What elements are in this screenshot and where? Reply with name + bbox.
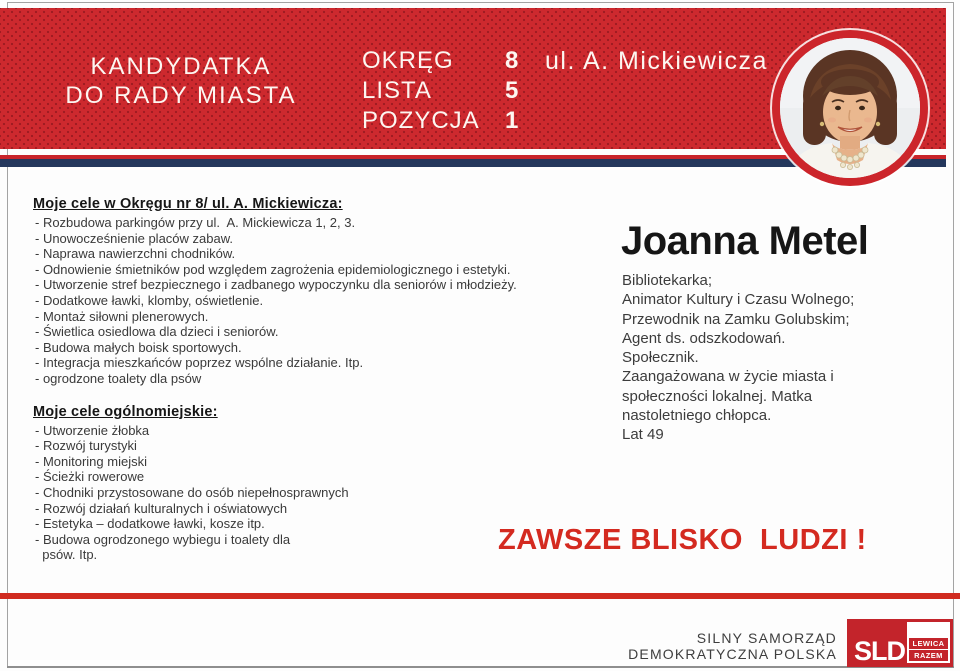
bio-line: społeczności lokalnej. Matka bbox=[622, 387, 813, 405]
footer-motto-line2: DEMOKRATYCZNA POLSKA bbox=[628, 645, 837, 662]
bottom-red-stripe bbox=[0, 593, 960, 599]
sld-chip-razem: RAZEM bbox=[909, 650, 948, 661]
goal-item: - Utworzenie żłobka bbox=[35, 422, 150, 438]
goal-item: - Odnowienie śmietników pod względem zagrożenia epidemiologicznego i estetyki. bbox=[35, 261, 511, 277]
footer-motto-line1: SILNY SAMORZĄD bbox=[696, 630, 837, 646]
goal-item: - Budowa ogrodzonego wybiegu i toalety dla bbox=[35, 531, 291, 547]
goal-item: - Monitoring miejski bbox=[35, 453, 147, 469]
sld-party-logo bbox=[847, 619, 953, 667]
bio-line: Agent ds. odszkodowań. bbox=[622, 329, 786, 347]
campaign-slogan: ZAWSZE BLISKO LUDZI ! bbox=[498, 524, 867, 556]
goal-item: psów. Itp. bbox=[35, 547, 98, 563]
goal-item: - ogrodzone toalety dla psów bbox=[35, 370, 202, 386]
candidate-role bbox=[55, 52, 307, 110]
sld-abbreviation: SLD bbox=[854, 636, 905, 666]
goal-item: - Rozwój turystyki bbox=[35, 438, 137, 454]
election-field-value: 8 bbox=[505, 47, 520, 74]
election-field-row bbox=[362, 76, 519, 106]
bio-line: Lat 49 bbox=[622, 426, 664, 444]
goal-item: - Utworzenie stref bezpiecznego i zadbanego wypoczynku dla seniorów i młodzieży. bbox=[35, 277, 517, 293]
candidate-bio bbox=[622, 271, 854, 445]
goals-column bbox=[33, 196, 611, 563]
goal-item: - Unowocześnienie placów zabaw. bbox=[35, 230, 233, 246]
election-fields bbox=[362, 46, 519, 136]
election-field-label: LISTA bbox=[362, 77, 432, 104]
candidate-name: Joanna Metel bbox=[621, 219, 869, 263]
sld-chip-lewica: LEWICA bbox=[909, 638, 948, 649]
bio-line: nastoletniego chłopca. bbox=[622, 407, 772, 425]
goal-item: - Budowa małych boisk sportowych. bbox=[35, 339, 242, 355]
goal-item: - Rozbudowa parkingów przy ul. A. Mickiewicza 1, 2, 3. bbox=[35, 215, 356, 230]
goal-item: - Montaż siłowni plenerowych. bbox=[35, 308, 209, 324]
goal-item: - Dodatkowe ławki, klomby, oświetlenie. bbox=[35, 292, 264, 308]
local-goals-heading: Moje cele w Okręgu nr 8/ ul. A. Mickiewicza: bbox=[33, 196, 343, 212]
election-field-value: 5 bbox=[505, 77, 520, 104]
election-field-label: OKRĘG bbox=[362, 47, 454, 74]
footer-motto bbox=[600, 631, 837, 662]
election-field-row bbox=[362, 106, 519, 136]
goal-item: - Ścieżki rowerowe bbox=[35, 469, 145, 485]
candidate-portrait-illustration bbox=[780, 38, 920, 178]
local-goals-section bbox=[33, 196, 611, 387]
election-field-value: 1 bbox=[505, 107, 520, 134]
bio-line: Zaangażowana w życie miasta i bbox=[622, 368, 834, 386]
candidate-role-line1: KANDYDATKA bbox=[90, 53, 272, 80]
bio-line: Bibliotekarka; bbox=[622, 272, 713, 289]
candidate-role-line2: DO RADY MIASTA bbox=[65, 82, 297, 109]
goal-item: - Naprawa nawierzchni chodników. bbox=[35, 246, 236, 262]
goal-item: - Świetlica osiedlowa dla dzieci i seniorów. bbox=[35, 324, 279, 340]
bio-line: Animator Kultury i Czasu Wolnego; bbox=[622, 291, 855, 309]
candidate-photo bbox=[772, 30, 928, 186]
goal-item: - Integracja mieszkańców poprzez wspólne działanie. Itp. bbox=[35, 355, 364, 371]
bio-line: Społecznik. bbox=[622, 349, 699, 367]
election-field-row bbox=[362, 46, 519, 76]
sld-logo-panel bbox=[907, 622, 950, 663]
city-goals-heading: Moje cele ogólnomiejskie: bbox=[33, 403, 218, 420]
election-field-label: POZYCJA bbox=[362, 107, 480, 134]
page-border-bottom bbox=[7, 666, 954, 668]
local-goals-list bbox=[35, 215, 611, 387]
goal-item: - Rozwój działań kulturalnych i oświatowych bbox=[35, 500, 288, 516]
goal-item: - Estetyka – dodatkowe ławki, kosze itp. bbox=[35, 516, 265, 532]
bio-line: Przewodnik na Zamku Golubskim; bbox=[622, 310, 850, 328]
street-label: ul. A. Mickiewicza bbox=[545, 46, 768, 75]
goal-item: - Chodniki przystosowane do osób niepełnosprawnych bbox=[35, 484, 349, 500]
